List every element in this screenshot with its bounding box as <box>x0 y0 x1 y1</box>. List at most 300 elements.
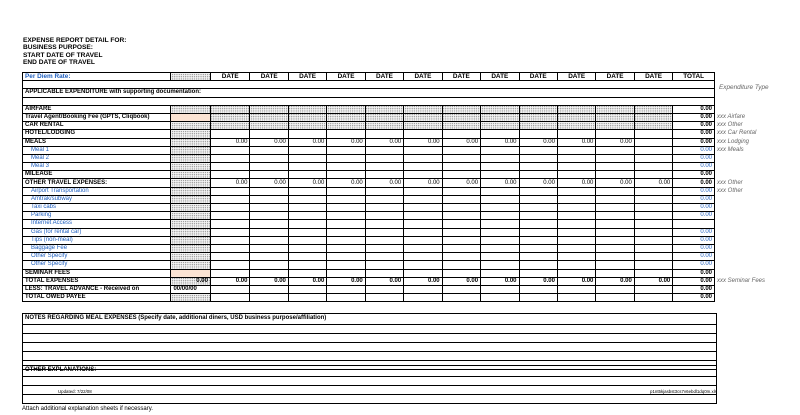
amount-cell[interactable] <box>634 122 672 130</box>
amount-cell[interactable] <box>404 122 442 130</box>
amount-cell[interactable] <box>634 244 672 252</box>
amount-cell[interactable] <box>250 187 288 195</box>
amount-cell[interactable] <box>481 122 519 130</box>
amount-cell[interactable] <box>404 113 442 121</box>
amount-cell[interactable] <box>250 253 288 261</box>
amount-cell[interactable] <box>288 285 326 293</box>
amount-cell[interactable] <box>327 244 365 252</box>
amount-cell[interactable] <box>404 212 442 220</box>
per-diem-cell[interactable] <box>171 294 211 302</box>
amount-cell[interactable] <box>634 294 672 302</box>
amount-cell[interactable] <box>634 113 672 121</box>
amount-cell[interactable] <box>250 146 288 154</box>
amount-cell[interactable] <box>404 204 442 212</box>
amount-cell[interactable] <box>327 285 365 293</box>
amount-cell[interactable] <box>442 253 480 261</box>
amount-cell[interactable] <box>557 130 595 138</box>
amount-cell[interactable] <box>634 154 672 162</box>
amount-cell[interactable] <box>327 187 365 195</box>
amount-cell[interactable] <box>596 285 634 293</box>
amount-cell[interactable]: 0.00 <box>481 179 519 187</box>
amount-cell[interactable] <box>557 220 595 228</box>
amount-cell[interactable] <box>327 220 365 228</box>
amount-cell[interactable]: 0.00 <box>481 277 519 285</box>
amount-cell[interactable] <box>519 261 557 269</box>
meal-notes-line[interactable] <box>23 352 716 361</box>
amount-cell[interactable] <box>442 285 480 293</box>
amount-cell[interactable] <box>288 130 326 138</box>
amount-cell[interactable]: 0.00 <box>250 179 288 187</box>
amount-cell[interactable] <box>365 204 403 212</box>
amount-cell[interactable] <box>557 163 595 171</box>
amount-cell[interactable]: 0.00 <box>596 179 634 187</box>
amount-cell[interactable] <box>365 228 403 236</box>
amount-cell[interactable] <box>596 113 634 121</box>
per-diem-cell[interactable] <box>171 261 211 269</box>
amount-cell[interactable] <box>557 294 595 302</box>
per-diem-cell[interactable] <box>171 212 211 220</box>
amount-cell[interactable] <box>557 244 595 252</box>
amount-cell[interactable] <box>557 122 595 130</box>
amount-cell[interactable]: 0.00 <box>634 277 672 285</box>
amount-cell[interactable]: 0.00 <box>365 138 403 146</box>
amount-cell[interactable] <box>365 171 403 179</box>
amount-cell[interactable] <box>519 105 557 113</box>
amount-cell[interactable] <box>327 261 365 269</box>
per-diem-cell[interactable] <box>171 253 211 261</box>
amount-cell[interactable]: 0.00 <box>250 138 288 146</box>
amount-cell[interactable] <box>442 163 480 171</box>
amount-cell[interactable] <box>519 195 557 203</box>
amount-cell[interactable] <box>365 294 403 302</box>
amount-cell[interactable] <box>596 212 634 220</box>
amount-cell[interactable] <box>442 122 480 130</box>
per-diem-cell[interactable] <box>171 146 211 154</box>
amount-cell[interactable]: 0.00 <box>557 138 595 146</box>
amount-cell[interactable] <box>288 220 326 228</box>
amount-cell[interactable] <box>481 204 519 212</box>
amount-cell[interactable]: 0.00 <box>557 179 595 187</box>
amount-cell[interactable] <box>365 269 403 277</box>
amount-cell[interactable]: 0.00 <box>519 277 557 285</box>
amount-cell[interactable]: 0.00 <box>634 179 672 187</box>
amount-cell[interactable] <box>481 212 519 220</box>
amount-cell[interactable] <box>442 130 480 138</box>
amount-cell[interactable] <box>404 187 442 195</box>
other-explanations-line[interactable] <box>23 386 716 395</box>
amount-cell[interactable] <box>596 171 634 179</box>
amount-cell[interactable] <box>365 105 403 113</box>
amount-cell[interactable] <box>365 187 403 195</box>
amount-cell[interactable] <box>288 146 326 154</box>
amount-cell[interactable] <box>210 253 250 261</box>
amount-cell[interactable] <box>210 212 250 220</box>
amount-cell[interactable] <box>481 269 519 277</box>
amount-cell[interactable] <box>557 187 595 195</box>
amount-cell[interactable] <box>634 220 672 228</box>
amount-cell[interactable] <box>404 285 442 293</box>
amount-cell[interactable] <box>634 261 672 269</box>
amount-cell[interactable] <box>481 253 519 261</box>
meal-notes-line[interactable] <box>23 343 716 352</box>
amount-cell[interactable] <box>250 228 288 236</box>
per-diem-cell[interactable] <box>171 138 211 146</box>
per-diem-cell[interactable] <box>171 220 211 228</box>
amount-cell[interactable] <box>365 220 403 228</box>
amount-cell[interactable] <box>288 154 326 162</box>
amount-cell[interactable] <box>557 212 595 220</box>
amount-cell[interactable] <box>288 171 326 179</box>
amount-cell[interactable] <box>365 285 403 293</box>
amount-cell[interactable] <box>404 130 442 138</box>
amount-cell[interactable] <box>210 204 250 212</box>
amount-cell[interactable] <box>365 122 403 130</box>
amount-cell[interactable] <box>327 171 365 179</box>
amount-cell[interactable] <box>327 204 365 212</box>
amount-cell[interactable] <box>519 285 557 293</box>
amount-cell[interactable] <box>519 146 557 154</box>
amount-cell[interactable] <box>596 195 634 203</box>
amount-cell[interactable] <box>519 171 557 179</box>
amount-cell[interactable] <box>327 228 365 236</box>
amount-cell[interactable]: 0.00 <box>250 277 288 285</box>
amount-cell[interactable] <box>596 220 634 228</box>
amount-cell[interactable] <box>250 195 288 203</box>
amount-cell[interactable] <box>365 253 403 261</box>
amount-cell[interactable] <box>557 204 595 212</box>
amount-cell[interactable] <box>210 228 250 236</box>
amount-cell[interactable] <box>557 253 595 261</box>
amount-cell[interactable] <box>288 294 326 302</box>
amount-cell[interactable] <box>596 294 634 302</box>
amount-cell[interactable] <box>210 163 250 171</box>
amount-cell[interactable] <box>596 253 634 261</box>
per-diem-cell[interactable] <box>171 130 211 138</box>
amount-cell[interactable] <box>481 171 519 179</box>
amount-cell[interactable] <box>404 105 442 113</box>
amount-cell[interactable] <box>634 138 672 146</box>
amount-cell[interactable] <box>250 130 288 138</box>
amount-cell[interactable] <box>442 228 480 236</box>
amount-cell[interactable] <box>596 228 634 236</box>
amount-cell[interactable] <box>557 195 595 203</box>
amount-cell[interactable] <box>481 195 519 203</box>
amount-cell[interactable] <box>210 261 250 269</box>
amount-cell[interactable]: 0.00 <box>442 138 480 146</box>
amount-cell[interactable] <box>288 113 326 121</box>
amount-cell[interactable] <box>519 154 557 162</box>
amount-cell[interactable] <box>519 253 557 261</box>
amount-cell[interactable] <box>634 195 672 203</box>
amount-cell[interactable]: 0.00 <box>365 179 403 187</box>
per-diem-cell[interactable] <box>171 171 211 179</box>
amount-cell[interactable] <box>481 220 519 228</box>
per-diem-cell[interactable]: 0.00 <box>171 277 211 285</box>
amount-cell[interactable] <box>634 146 672 154</box>
amount-cell[interactable] <box>519 113 557 121</box>
amount-cell[interactable] <box>404 269 442 277</box>
amount-cell[interactable] <box>596 204 634 212</box>
amount-cell[interactable] <box>288 204 326 212</box>
other-explanations-line[interactable] <box>23 395 716 403</box>
amount-cell[interactable] <box>519 236 557 244</box>
amount-cell[interactable] <box>250 171 288 179</box>
amount-cell[interactable] <box>404 244 442 252</box>
amount-cell[interactable] <box>404 220 442 228</box>
amount-cell[interactable] <box>519 163 557 171</box>
amount-cell[interactable]: 0.00 <box>442 179 480 187</box>
per-diem-cell[interactable] <box>171 179 211 187</box>
amount-cell[interactable] <box>210 285 250 293</box>
amount-cell[interactable] <box>288 236 326 244</box>
amount-cell[interactable] <box>519 294 557 302</box>
meal-notes-line[interactable] <box>23 334 716 343</box>
amount-cell[interactable]: 0.00 <box>327 138 365 146</box>
amount-cell[interactable]: 0.00 <box>404 277 442 285</box>
amount-cell[interactable] <box>365 244 403 252</box>
amount-cell[interactable] <box>250 294 288 302</box>
amount-cell[interactable] <box>557 154 595 162</box>
amount-cell[interactable] <box>327 195 365 203</box>
per-diem-cell[interactable] <box>171 105 211 113</box>
per-diem-rate-cell[interactable] <box>171 73 211 81</box>
amount-cell[interactable] <box>250 163 288 171</box>
amount-cell[interactable] <box>519 212 557 220</box>
per-diem-cell[interactable] <box>171 195 211 203</box>
amount-cell[interactable] <box>327 105 365 113</box>
amount-cell[interactable] <box>250 285 288 293</box>
amount-cell[interactable] <box>634 187 672 195</box>
amount-cell[interactable]: 0.00 <box>596 138 634 146</box>
amount-cell[interactable] <box>481 163 519 171</box>
amount-cell[interactable] <box>596 130 634 138</box>
amount-cell[interactable]: 0.00 <box>404 179 442 187</box>
amount-cell[interactable] <box>557 269 595 277</box>
amount-cell[interactable] <box>365 154 403 162</box>
amount-cell[interactable] <box>442 113 480 121</box>
amount-cell[interactable] <box>288 122 326 130</box>
amount-cell[interactable] <box>634 228 672 236</box>
amount-cell[interactable] <box>210 105 250 113</box>
amount-cell[interactable] <box>210 269 250 277</box>
amount-cell[interactable] <box>557 261 595 269</box>
amount-cell[interactable] <box>404 236 442 244</box>
amount-cell[interactable] <box>442 244 480 252</box>
amount-cell[interactable] <box>596 187 634 195</box>
amount-cell[interactable] <box>481 236 519 244</box>
amount-cell[interactable] <box>327 130 365 138</box>
amount-cell[interactable] <box>327 212 365 220</box>
amount-cell[interactable] <box>288 261 326 269</box>
amount-cell[interactable]: 0.00 <box>210 277 250 285</box>
amount-cell[interactable]: 0.00 <box>442 277 480 285</box>
amount-cell[interactable] <box>250 204 288 212</box>
per-diem-cell[interactable] <box>171 236 211 244</box>
amount-cell[interactable] <box>327 294 365 302</box>
amount-cell[interactable] <box>250 105 288 113</box>
amount-cell[interactable] <box>288 244 326 252</box>
amount-cell[interactable] <box>634 253 672 261</box>
amount-cell[interactable]: 0.00 <box>557 277 595 285</box>
amount-cell[interactable] <box>210 187 250 195</box>
amount-cell[interactable] <box>519 244 557 252</box>
amount-cell[interactable] <box>557 228 595 236</box>
amount-cell[interactable] <box>250 122 288 130</box>
per-diem-cell[interactable] <box>171 163 211 171</box>
amount-cell[interactable] <box>596 236 634 244</box>
amount-cell[interactable] <box>596 154 634 162</box>
amount-cell[interactable] <box>250 154 288 162</box>
amount-cell[interactable] <box>596 244 634 252</box>
amount-cell[interactable] <box>596 105 634 113</box>
amount-cell[interactable] <box>404 154 442 162</box>
amount-cell[interactable] <box>210 220 250 228</box>
amount-cell[interactable] <box>327 146 365 154</box>
amount-cell[interactable] <box>365 146 403 154</box>
amount-cell[interactable] <box>481 154 519 162</box>
amount-cell[interactable] <box>442 204 480 212</box>
amount-cell[interactable] <box>288 269 326 277</box>
amount-cell[interactable]: 0.00 <box>365 277 403 285</box>
amount-cell[interactable]: 0.00 <box>596 277 634 285</box>
amount-cell[interactable]: 0.00 <box>210 138 250 146</box>
amount-cell[interactable] <box>404 146 442 154</box>
amount-cell[interactable] <box>596 146 634 154</box>
amount-cell[interactable] <box>250 220 288 228</box>
amount-cell[interactable] <box>596 122 634 130</box>
amount-cell[interactable] <box>519 204 557 212</box>
amount-cell[interactable] <box>327 122 365 130</box>
per-diem-cell[interactable] <box>171 154 211 162</box>
amount-cell[interactable] <box>519 130 557 138</box>
amount-cell[interactable] <box>210 122 250 130</box>
amount-cell[interactable] <box>519 228 557 236</box>
amount-cell[interactable] <box>365 236 403 244</box>
amount-cell[interactable] <box>481 187 519 195</box>
amount-cell[interactable] <box>250 113 288 121</box>
amount-cell[interactable] <box>250 261 288 269</box>
amount-cell[interactable] <box>250 236 288 244</box>
amount-cell[interactable] <box>365 212 403 220</box>
amount-cell[interactable]: 0.00 <box>288 277 326 285</box>
amount-cell[interactable] <box>634 105 672 113</box>
amount-cell[interactable] <box>288 228 326 236</box>
amount-cell[interactable] <box>634 285 672 293</box>
amount-cell[interactable] <box>404 261 442 269</box>
amount-cell[interactable] <box>404 163 442 171</box>
amount-cell[interactable] <box>481 130 519 138</box>
per-diem-cell[interactable] <box>171 244 211 252</box>
amount-cell[interactable] <box>481 146 519 154</box>
amount-cell[interactable] <box>442 105 480 113</box>
amount-cell[interactable]: 0.00 <box>481 138 519 146</box>
amount-cell[interactable] <box>481 285 519 293</box>
amount-cell[interactable] <box>481 294 519 302</box>
amount-cell[interactable]: 0.00 <box>210 179 250 187</box>
per-diem-cell[interactable] <box>171 187 211 195</box>
amount-cell[interactable] <box>481 105 519 113</box>
amount-cell[interactable] <box>365 163 403 171</box>
amount-cell[interactable] <box>557 285 595 293</box>
amount-cell[interactable]: 0.00 <box>519 138 557 146</box>
amount-cell[interactable] <box>210 195 250 203</box>
amount-cell[interactable] <box>210 244 250 252</box>
amount-cell[interactable] <box>596 261 634 269</box>
amount-cell[interactable] <box>596 163 634 171</box>
amount-cell[interactable] <box>442 212 480 220</box>
amount-cell[interactable] <box>442 269 480 277</box>
amount-cell[interactable] <box>288 195 326 203</box>
amount-cell[interactable]: 0.00 <box>327 277 365 285</box>
amount-cell[interactable] <box>365 113 403 121</box>
amount-cell[interactable] <box>210 236 250 244</box>
amount-cell[interactable] <box>288 253 326 261</box>
amount-cell[interactable] <box>519 269 557 277</box>
amount-cell[interactable] <box>288 105 326 113</box>
amount-cell[interactable] <box>365 195 403 203</box>
amount-cell[interactable] <box>404 253 442 261</box>
amount-cell[interactable] <box>557 171 595 179</box>
amount-cell[interactable]: 0.00 <box>327 179 365 187</box>
per-diem-cell[interactable]: 00/00/00 <box>171 285 211 293</box>
amount-cell[interactable] <box>442 171 480 179</box>
amount-cell[interactable] <box>442 154 480 162</box>
amount-cell[interactable]: 0.00 <box>404 138 442 146</box>
amount-cell[interactable] <box>327 269 365 277</box>
amount-cell[interactable] <box>442 220 480 228</box>
amount-cell[interactable] <box>210 113 250 121</box>
amount-cell[interactable] <box>365 261 403 269</box>
amount-cell[interactable] <box>210 154 250 162</box>
per-diem-cell[interactable] <box>171 204 211 212</box>
amount-cell[interactable] <box>288 187 326 195</box>
amount-cell[interactable] <box>481 261 519 269</box>
amount-cell[interactable] <box>210 130 250 138</box>
meal-notes-line[interactable] <box>23 325 716 334</box>
amount-cell[interactable] <box>250 269 288 277</box>
amount-cell[interactable] <box>634 163 672 171</box>
amount-cell[interactable] <box>634 212 672 220</box>
amount-cell[interactable] <box>519 220 557 228</box>
amount-cell[interactable] <box>596 269 634 277</box>
amount-cell[interactable] <box>327 163 365 171</box>
amount-cell[interactable] <box>442 195 480 203</box>
amount-cell[interactable] <box>288 163 326 171</box>
other-explanations-line[interactable] <box>23 377 716 386</box>
amount-cell[interactable] <box>365 130 403 138</box>
amount-cell[interactable] <box>634 204 672 212</box>
per-diem-cell[interactable] <box>171 122 211 130</box>
amount-cell[interactable] <box>442 236 480 244</box>
amount-cell[interactable] <box>634 130 672 138</box>
amount-cell[interactable] <box>634 236 672 244</box>
amount-cell[interactable]: 0.00 <box>288 138 326 146</box>
amount-cell[interactable] <box>288 212 326 220</box>
per-diem-cell[interactable] <box>171 269 211 277</box>
amount-cell[interactable] <box>250 212 288 220</box>
amount-cell[interactable] <box>210 171 250 179</box>
amount-cell[interactable] <box>327 253 365 261</box>
amount-cell[interactable] <box>442 187 480 195</box>
amount-cell[interactable] <box>481 244 519 252</box>
amount-cell[interactable] <box>442 261 480 269</box>
amount-cell[interactable] <box>404 171 442 179</box>
amount-cell[interactable] <box>519 187 557 195</box>
amount-cell[interactable] <box>327 236 365 244</box>
amount-cell[interactable] <box>327 113 365 121</box>
amount-cell[interactable] <box>404 228 442 236</box>
amount-cell[interactable] <box>557 113 595 121</box>
